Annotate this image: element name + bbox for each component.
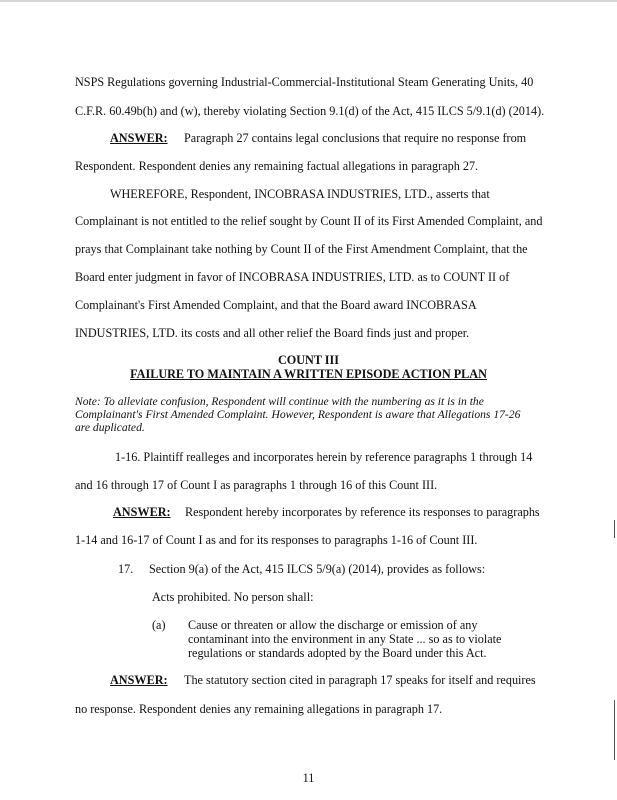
body-line: Board enter judgment in favor of INCOBRASA INDUSTRIES, LTD. as to COUNT II of: [75, 270, 510, 284]
body-line: Respondent hereby incorporates by reference its responses to paragraphs: [185, 505, 540, 519]
body-line: and 16 through 17 of Count I as paragraphs 1 through 16 of this Count III.: [75, 478, 438, 492]
block-quote-line: Acts prohibited. No person shall:: [152, 590, 314, 604]
answer-label: ANSWER:: [110, 673, 168, 687]
body-line: no response. Respondent denies any remaining allegations in paragraph 17.: [75, 702, 443, 716]
block-quote-line: Cause or threaten or allow the discharge or emission of any: [188, 618, 478, 632]
page-number: 11: [302, 771, 315, 785]
body-line: Complainant's First Amended Complaint, and that the Board award INCOBRASA: [75, 298, 477, 312]
body-line: C.F.R. 60.49b(h) and (w), thereby violating Section 9.1(d) of the Act, 415 ILCS 5/9.1(d) (2014).: [75, 104, 545, 118]
note-line: Note: To alleviate confusion, Respondent will continue with the numbering as it is in the: [75, 395, 484, 408]
list-label: (a): [152, 618, 166, 632]
scan-top-edge: [0, 0, 617, 2]
body-line: Paragraph 27 contains legal conclusions that require no response from: [184, 131, 527, 145]
block-quote-line: regulations or standards adopted by the Board under this Act.: [188, 646, 487, 660]
body-line: WHEREFORE, Respondent, INCOBRASA INDUSTRIES, LTD., asserts that: [110, 187, 490, 201]
count-heading: COUNT III: [277, 353, 340, 367]
body-line: 1-16. Plaintiff realleges and incorporates herein by reference paragraphs 1 through 14: [115, 450, 533, 464]
body-line: The statutory section cited in paragraph 17 speaks for itself and requires: [184, 673, 536, 687]
body-line: Respondent. Respondent denies any remaining factual allegations in paragraph 27.: [75, 159, 479, 173]
body-line: NSPS Regulations governing Industrial-Commercial-Institutional Steam Generating Units, 40: [75, 75, 534, 89]
body-line: INDUSTRIES, LTD. its costs and all other relief the Board finds just and proper.: [75, 326, 470, 340]
note-line: are duplicated.: [75, 421, 145, 434]
scan-edge-mark: [614, 700, 615, 760]
answer-label: ANSWER:: [113, 505, 171, 519]
block-quote-line: contaminant into the environment in any State ... so as to violate: [188, 632, 502, 646]
body-line: Section 9(a) of the Act, 415 ILCS 5/9(a) (2014), provides as follows:: [149, 562, 486, 576]
count-title: FAILURE TO MAINTAIN A WRITTEN EPISODE ACTION PLAN: [130, 367, 487, 381]
body-line: 1-14 and 16-17 of Count I as and for its responses to paragraphs 1-16 of Count III.: [75, 533, 478, 547]
scan-edge-mark: [614, 520, 615, 538]
answer-label: ANSWER:: [110, 131, 168, 145]
body-line: prays that Complainant take nothing by Count II of the First Amendment Complaint, that the: [75, 242, 528, 256]
body-line: Complainant is not entitled to the relief sought by Count II of its First Amended Complaint, and: [75, 214, 543, 228]
note-line: Complainant's First Amended Complaint. However, Respondent is aware that Allegations 17-26: [75, 408, 521, 421]
paragraph-number: 17.: [118, 562, 134, 576]
